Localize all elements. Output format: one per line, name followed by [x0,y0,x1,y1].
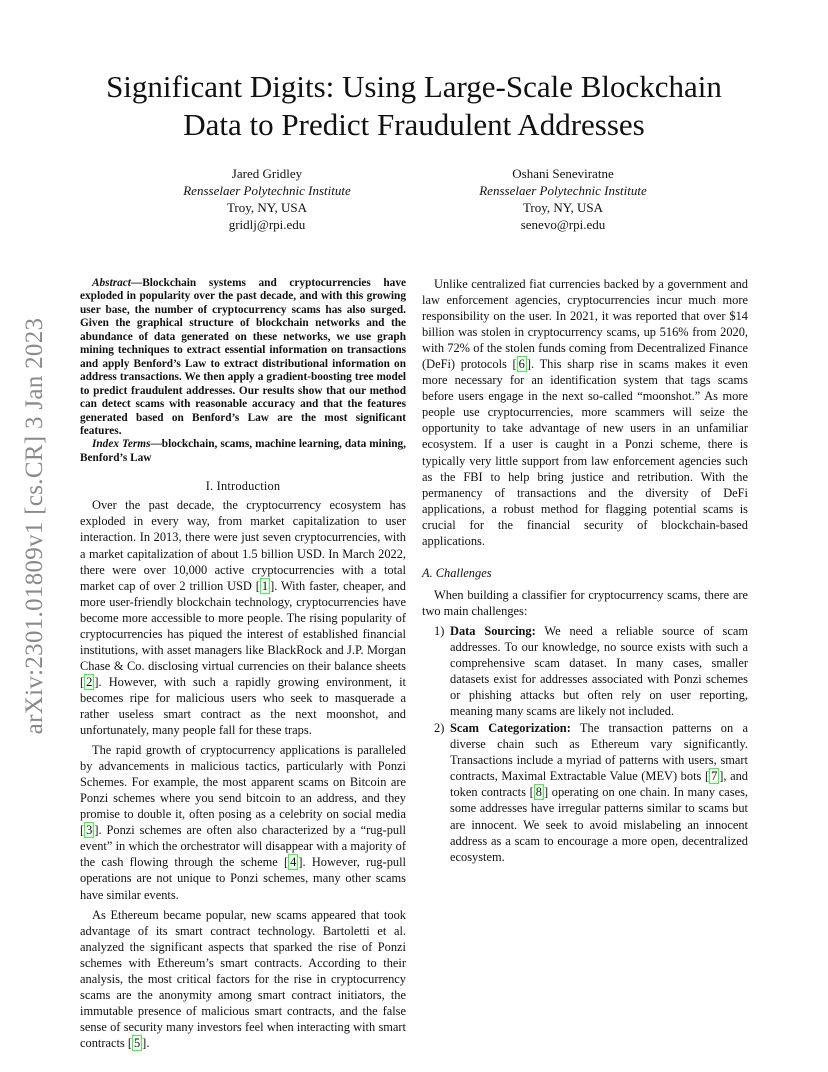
citation-link[interactable]: [ 5 ] [127,1035,147,1050]
author-block-2 [413,165,713,233]
list-item [422,720,748,864]
citation-number: 6 [518,357,525,372]
text-run: operating on one chain. In many cases, some addresses have irregular patterns similar to scams but are innocent. We seek to avoid mislabeling an innocent address as a scam to encourage a more open, decentralized ecosystem. [450,785,748,864]
author-affiliation: Rensselaer Polytechnic Institute [479,183,647,198]
intro-paragraph-3 [80,907,406,1051]
author-location: Troy, NY, USA [522,200,604,215]
arxiv-identifier [20,296,50,756]
arxiv-identifier-text: arXiv:2301.01809v1 [cs.CR] 3 Jan 2023 [21,317,48,735]
text-run: Over the past decade, the cryptocurrency ecosystem has exploded in every way, from market capitalization to user interaction. In 2013, there were just seven cryptocurrencies, with a market capitalization of about 1.5 billion USD. In March 2022, there were over 10,000 active cryptocurrencies with a total market cap of over 2 trillion USD [80,498,406,593]
text-run: As Ethereum became popular, new scams appeared that took advantage of its smart contract technology. Bartoletti et al. analyzed the significant aspects that sparked the rise of Ponzi schemes with Ethereum’s smart contracts. According to their analysis, the most critical factors for the rise in cryptocurrency scams are the anonymity among smart contract initiators, the immutable presence of malicious smart contracts, and the false sense of security many investors feel when interacting with smart contracts [80,907,406,1050]
subsection-heading-challenges: A. Challenges [422,565,492,580]
author-email: gridlj@rpi.edu [228,217,306,232]
abstract-label: Abstract [92,277,131,289]
author-name: Oshani Seneviratne [512,166,614,181]
author-name: Jared Gridley [231,166,303,181]
intro-paragraph-4 [422,276,748,549]
index-terms-text: —blockchain, scams, machine learning, data mining, Benford’s Law [80,438,406,464]
left-column [80,277,406,1051]
citation-number: 1 [261,578,269,593]
intro-paragraph-2 [80,742,406,902]
list-item-label: Data Sourcing: [450,623,536,638]
abstract [80,277,406,438]
citation-number: 2 [86,674,93,689]
citation-link[interactable]: [ 7 ] [704,769,724,784]
list-item [422,623,748,719]
citation-link[interactable]: [ 2 ] [80,674,99,689]
paper-title [60,68,768,144]
list-number: 2) [434,721,445,736]
text-run: . However, with such a rapidly growing environment, it becomes ripe for malicious users who seek to masquerade a rather useless smart contract as the next moonshot, and unfortunately, many people fall for these traps. [80,674,406,738]
text-run: . However, rug-pull operations are not unique to Ponzi schemes, many other scams have similar events. [80,855,406,902]
intro-paragraph-1 [80,497,406,738]
text-run: The transaction patterns on a diverse chain such as Ethereum vary significantly. Transactions include a myriad of patterns with users, smart contracts, Maximal Extractable Value (MEV) bots [450,721,748,784]
index-terms [80,438,406,465]
citation-number: 5 [133,1035,141,1050]
author-block-1 [117,165,417,233]
abstract-text: —Blockchain systems and cryptocurrencies have exploded in popularity over the past decade, and with this growing user base, the number of cryptocurrency scams has also surged. Given the graphical structure of blockchain networks and the abundance of data generated on these networks, we use graph mining techniques to extract essential information on transactions and apply Benford’s Law to extract distributional information on address transactions. We then apply a gradient-boosting tree model to predict fraudulent addresses. Our results show that our method can detect scams with reasonable accuracy and that the features generated based on Benford’s Law are the most significant features. [80,277,406,437]
challenges-list [422,623,748,865]
citation-link[interactable]: [ 3 ] [80,823,99,838]
right-column [422,276,748,866]
citation-number: 4 [290,855,297,870]
abstract-paragraph [80,277,406,438]
text-run: . This sharp rise in scams makes it even more necessary for an identification system that tags scams before users engage in the next so-called “moonshot.” As more people use cryptocurrencies, more scammers will seize the opportunity to take advantage of new users in an unfamiliar ecosystem. If a user is caught in a Ponzi scheme, there is typically very little support from law enforcement agencies such as the FBI to help bring justice and retribution. With the permanency of transactions and the diversity of DeFi applications, a robust method for flagging potential scams is crucial for the financial security of blockchain-based applications. [422,357,749,548]
text-run: . Ponzi schemes are often also characterized by a “rug-pull event” in which the orchestrator will disappear with a majority of the cash flowing through the scheme [80,823,406,870]
text-run: , and token contracts [450,769,748,800]
citation-number: 7 [711,769,718,784]
citation-link[interactable]: [ 8 ] [529,785,549,800]
index-terms-paragraph [80,438,406,465]
author-affiliation: Rensselaer Polytechnic Institute [183,183,351,198]
text-run: We need a reliable source of scam addresses. To our knowledge, no source exists with such a comprehensive scam dataset. In many cases, smaller datasets exist for addresses associated with Ponzi schemes or phishing attacks but often rely on user reporting, meaning many scams are likely not included. [450,623,748,719]
citation-link[interactable]: [ 4 ] [284,855,303,870]
author-email: senevo@rpi.edu [520,217,606,232]
paper-title-line-2: Data to Predict Fraudulent Addresses [183,107,645,142]
text-run: The rapid growth of cryptocurrency applications is paralleled by advancements in malicious tactics, particularly with Ponzi Schemes. For example, the most apparent scams on Bitcoin are Ponzi schemes where you send bitcoin to an address, and they promise to double it, often posing as a celebrity on social media [80,743,406,822]
list-item-label: Scam Categorization: [450,721,571,736]
citation-number: 8 [535,785,542,800]
paper-title-line-1: Significant Digits: Using Large-Scale Blockchain [106,69,722,104]
index-terms-label: Index Terms [92,438,151,451]
text-run: . [146,1035,150,1050]
text-run: Unlike centralized fiat currencies backed by a government and law enforcement agencies, cryptocurrencies incur much more responsibility on the user. In 2021, it was reported that over $14 billion was stolen in cryptocurrency scams, up 516% from 2020, with 72% of the stolen funds coming from Decentralized Finance (DeFi) protocols [422,277,748,372]
citation-link[interactable]: [ 6 ] [512,357,532,372]
citation-number: 3 [86,823,93,838]
author-location: Troy, NY, USA [226,200,308,215]
challenges-intro: When building a classifier for cryptocurrency scams, there are two main challenges: [422,587,748,618]
citation-link[interactable]: [ 1 ] [255,578,275,593]
text-run: . With faster, cheaper, and more user-friendly blockchain technology, cryptocurrencies have become more accessible to more people. The rising popularity of cryptocurrencies has piqued the interest of established financial institutions, with asset managers like BlackRock and J.P. Morgan Chase & Co. disclosing virtual currencies on their balance sheets [80,578,406,673]
section-heading-introduction: I. Introduction [205,479,281,494]
list-number: 1) [434,623,445,638]
